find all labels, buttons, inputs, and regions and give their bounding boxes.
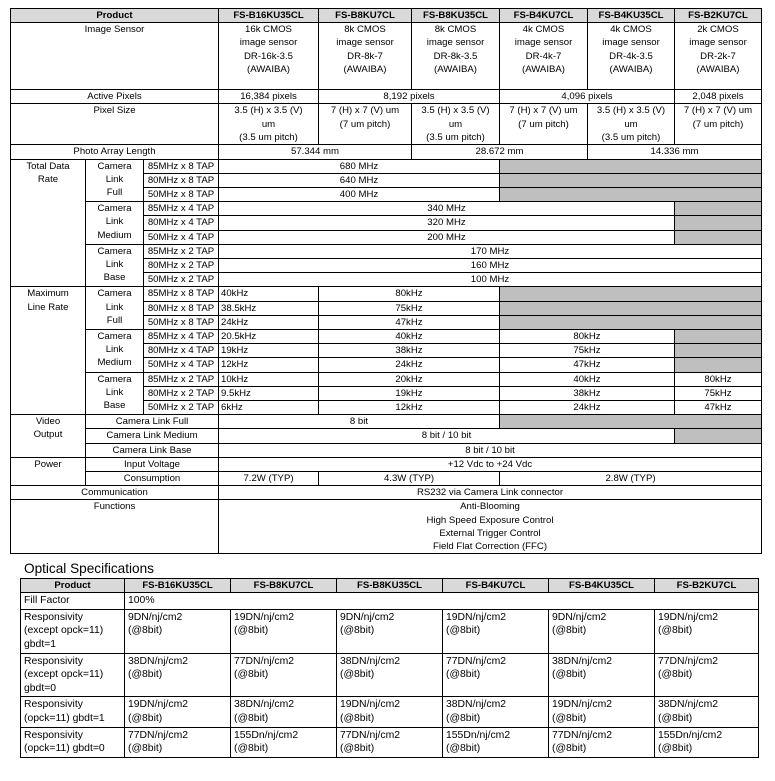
responsivity-value: 77DN/nj/cm2 (@8bit) — [443, 653, 549, 697]
responsivity-value: 38DN/nj/cm2 (@8bit) — [655, 697, 759, 727]
video-bit-value: 8 bit / 10 bit — [219, 429, 675, 443]
tap-label: 50MHz x 4 TAP — [144, 358, 219, 372]
pixel-size-cell: 7 (H) x 7 (V) um (7 um pitch) — [675, 104, 762, 145]
header-model: FS-B4KU35CL — [588, 9, 675, 23]
pixel-size-cell: 7 (H) x 7 (V) um (7 um pitch) — [500, 104, 588, 145]
responsivity-value: 19DN/nj/cm2 (@8bit) — [443, 609, 549, 653]
responsivity-value: 155Dn/nj/cm2 (@8bit) — [443, 727, 549, 757]
not-available-cell — [675, 216, 762, 230]
functions-label: Functions — [11, 500, 219, 554]
active-pixels-value: 16,384 pixels — [219, 90, 319, 104]
responsivity-value: 77DN/nj/cm2 (@8bit) — [549, 727, 655, 757]
pixel-size-cell: 3.5 (H) x 3.5 (V) um (3.5 um pitch) — [219, 104, 319, 145]
responsivity-value: 38DN/nj/cm2 (@8bit) — [337, 653, 443, 697]
tap-label: 50MHz x 2 TAP — [144, 273, 219, 287]
line-rate-value: 75kHz — [675, 386, 762, 400]
header-model: FS-B2KU7CL — [675, 9, 762, 23]
responsivity-value: 77DN/nj/cm2 (@8bit) — [337, 727, 443, 757]
not-available-cell — [500, 188, 762, 202]
data-rate-value: 200 MHz — [219, 230, 675, 244]
image-sensor-cell: 8k CMOS image sensor DR-8k-3.5 (AWAIBA) — [412, 23, 500, 90]
header-model: FS-B8KU35CL — [412, 9, 500, 23]
spec-table — [10, 8, 762, 554]
line-rate-value: 12kHz — [319, 401, 500, 415]
camera-link-full-label: Camera Link Full — [86, 159, 144, 202]
tap-label: 80MHz x 4 TAP — [144, 216, 219, 230]
optical-table — [20, 578, 759, 758]
responsivity-value: 19DN/nj/cm2 (@8bit) — [337, 697, 443, 727]
header-model: FS-B4KU7CL — [443, 579, 549, 593]
responsivity-value: 19DN/nj/cm2 (@8bit) — [125, 697, 231, 727]
tap-label: 50MHz x 2 TAP — [144, 401, 219, 415]
tap-label: 50MHz x 8 TAP — [144, 188, 219, 202]
header-product: Product — [11, 9, 219, 23]
active-pixels-label: Active Pixels — [11, 90, 219, 104]
line-rate-value: 75kHz — [319, 301, 500, 315]
photo-array-value: 57.344 mm — [219, 145, 412, 159]
total-data-rate-label: Total Data Rate — [11, 159, 86, 287]
table-row — [21, 609, 759, 653]
table-row — [21, 653, 759, 697]
responsivity-value: 9DN/nj/cm2 (@8bit) — [125, 609, 231, 653]
active-pixels-value: 4,096 pixels — [500, 90, 675, 104]
power-label: Power — [11, 457, 86, 485]
responsivity-value: 9DN/nj/cm2 (@8bit) — [337, 609, 443, 653]
responsivity-value: 155Dn/nj/cm2 (@8bit) — [655, 727, 759, 757]
tap-label: 80MHz x 2 TAP — [144, 259, 219, 273]
tap-label: 85MHz x 4 TAP — [144, 330, 219, 344]
input-voltage-value: +12 Vdc to +24 Vdc — [219, 457, 762, 471]
data-rate-value: 320 MHz — [219, 216, 675, 230]
communication-label: Communication — [11, 486, 219, 500]
data-rate-value: 170 MHz — [219, 244, 762, 258]
active-pixels-value: 2,048 pixels — [675, 90, 762, 104]
input-voltage-label: Input Voltage — [86, 457, 219, 471]
pixel-size-cell: 3.5 (H) x 3.5 (V) um (3.5 um pitch) — [588, 104, 675, 145]
line-rate-value: 20kHz — [319, 372, 500, 386]
line-rate-value: 9.5kHz — [219, 386, 319, 400]
line-rate-value: 47kHz — [500, 358, 675, 372]
responsivity-value: 38DN/nj/cm2 (@8bit) — [443, 697, 549, 727]
line-rate-value: 38kHz — [500, 386, 675, 400]
responsivity-label: Responsivity (opck=11) gbdt=1 — [21, 697, 125, 727]
header-model: FS-B2KU7CL — [655, 579, 759, 593]
photo-array-value: 28.672 mm — [412, 145, 588, 159]
tap-label: 85MHz x 4 TAP — [144, 202, 219, 216]
not-available-cell — [675, 344, 762, 358]
header-model: FS-B8KU7CL — [319, 9, 412, 23]
not-available-cell — [675, 358, 762, 372]
header-model: FS-B4KU35CL — [549, 579, 655, 593]
camera-link-base-label: Camera Link Base — [86, 244, 144, 287]
header-model: FS-B16KU35CL — [219, 9, 319, 23]
responsivity-value: 38DN/nj/cm2 (@8bit) — [125, 653, 231, 697]
line-rate-value: 19kHz — [319, 386, 500, 400]
video-output-label: Video Output — [11, 415, 86, 458]
not-available-cell — [675, 330, 762, 344]
tap-label: 85MHz x 2 TAP — [144, 372, 219, 386]
responsivity-value: 77DN/nj/cm2 (@8bit) — [231, 653, 337, 697]
responsivity-value: 19DN/nj/cm2 (@8bit) — [655, 609, 759, 653]
responsivity-value: 38DN/nj/cm2 (@8bit) — [231, 697, 337, 727]
responsivity-value: 38DN/nj/cm2 (@8bit) — [549, 653, 655, 697]
consumption-value: 7.2W (TYP) — [219, 472, 319, 486]
table-row — [21, 727, 759, 757]
line-rate-value: 80kHz — [675, 372, 762, 386]
line-rate-value: 10kHz — [219, 372, 319, 386]
line-rate-value: 38kHz — [319, 344, 500, 358]
not-available-cell — [500, 173, 762, 187]
not-available-cell — [500, 415, 762, 429]
header-model: FS-B16KU35CL — [125, 579, 231, 593]
camera-link-full-label: Camera Link Full — [86, 287, 144, 330]
header-model: FS-B8KU35CL — [337, 579, 443, 593]
video-bit-value: 8 bit — [219, 415, 500, 429]
active-pixels-value: 8,192 pixels — [319, 90, 500, 104]
tap-label: 85MHz x 2 TAP — [144, 244, 219, 258]
line-rate-value: 6kHz — [219, 401, 319, 415]
data-rate-value: 400 MHz — [219, 188, 500, 202]
pixel-size-cell: 3.5 (H) x 3.5 (V) um (3.5 um pitch) — [412, 104, 500, 145]
line-rate-value: 40kHz — [500, 372, 675, 386]
header-model: FS-B4KU7CL — [500, 9, 588, 23]
data-rate-value: 160 MHz — [219, 259, 762, 273]
consumption-value: 2.8W (TYP) — [500, 472, 762, 486]
video-mode-label: Camera Link Base — [86, 443, 219, 457]
tap-label: 80MHz x 2 TAP — [144, 386, 219, 400]
not-available-cell — [675, 230, 762, 244]
not-available-cell — [675, 202, 762, 216]
video-mode-label: Camera Link Medium — [86, 429, 219, 443]
responsivity-label: Responsivity (except opck=11) gbdt=0 — [21, 653, 125, 697]
responsivity-value: 19DN/nj/cm2 (@8bit) — [231, 609, 337, 653]
line-rate-value: 80kHz — [319, 287, 500, 301]
header-model: FS-B8KU7CL — [231, 579, 337, 593]
tap-label: 80MHz x 8 TAP — [144, 301, 219, 315]
pixel-size-label: Pixel Size — [11, 104, 219, 145]
communication-value: RS232 via Camera Link connector — [219, 486, 762, 500]
photo-array-value: 14.336 mm — [588, 145, 762, 159]
image-sensor-cell: 4k CMOS image sensor DR-4k-7 (AWAIBA) — [500, 23, 588, 90]
responsivity-label: Responsivity (except opck=11) gbdt=1 — [21, 609, 125, 653]
tap-label: 80MHz x 4 TAP — [144, 344, 219, 358]
data-rate-value: 680 MHz — [219, 159, 500, 173]
responsivity-value: 155Dn/nj/cm2 (@8bit) — [231, 727, 337, 757]
data-rate-value: 640 MHz — [219, 173, 500, 187]
header-product: Product — [21, 579, 125, 593]
data-rate-value: 340 MHz — [219, 202, 675, 216]
line-rate-value: 47kHz — [319, 315, 500, 329]
line-rate-value: 80kHz — [500, 330, 675, 344]
tap-label: 80MHz x 8 TAP — [144, 173, 219, 187]
fill-factor-value: 100% — [125, 593, 759, 610]
max-line-rate-label: Maximum Line Rate — [11, 287, 86, 415]
line-rate-value: 19kHz — [219, 344, 319, 358]
line-rate-value: 24kHz — [219, 315, 319, 329]
camera-link-base-label: Camera Link Base — [86, 372, 144, 415]
video-bit-value: 8 bit / 10 bit — [219, 443, 762, 457]
tap-label: 85MHz x 8 TAP — [144, 159, 219, 173]
consumption-value: 4.3W (TYP) — [319, 472, 500, 486]
not-available-cell — [500, 159, 762, 173]
image-sensor-label: Image Sensor — [11, 23, 219, 90]
responsivity-value: 9DN/nj/cm2 (@8bit) — [549, 609, 655, 653]
functions-list: Anti-Blooming High Speed Exposure Control External Trigger Control Field Flat Correction (FFC) — [219, 500, 762, 554]
optical-specifications-title: Optical Specifications — [24, 561, 154, 576]
video-mode-label: Camera Link Full — [86, 415, 219, 429]
line-rate-value: 40kHz — [219, 287, 319, 301]
tap-label: 50MHz x 8 TAP — [144, 315, 219, 329]
table-row — [21, 697, 759, 727]
line-rate-value: 24kHz — [319, 358, 500, 372]
data-rate-value: 100 MHz — [219, 273, 762, 287]
fill-factor-label: Fill Factor — [21, 593, 125, 610]
pixel-size-cell: 7 (H) x 7 (V) um (7 um pitch) — [319, 104, 412, 145]
line-rate-value: 20.5kHz — [219, 330, 319, 344]
camera-link-medium-label: Camera Link Medium — [86, 202, 144, 245]
responsivity-value: 77DN/nj/cm2 (@8bit) — [655, 653, 759, 697]
responsivity-label: Responsivity (opck=11) gbdt=0 — [21, 727, 125, 757]
image-sensor-cell: 16k CMOS image sensor DR-16k-3.5 (AWAIBA) — [219, 23, 319, 90]
not-available-cell — [675, 429, 762, 443]
line-rate-value: 12kHz — [219, 358, 319, 372]
line-rate-value: 75kHz — [500, 344, 675, 358]
consumption-label: Consumption — [86, 472, 219, 486]
photo-array-label: Photo Array Length — [11, 145, 219, 159]
tap-label: 50MHz x 4 TAP — [144, 230, 219, 244]
line-rate-value: 38.5kHz — [219, 301, 319, 315]
image-sensor-cell: 8k CMOS image sensor DR-8k-7 (AWAIBA) — [319, 23, 412, 90]
camera-link-medium-label: Camera Link Medium — [86, 330, 144, 373]
not-available-cell — [500, 287, 762, 301]
line-rate-value: 24kHz — [500, 401, 675, 415]
responsivity-value: 19DN/nj/cm2 (@8bit) — [549, 697, 655, 727]
not-available-cell — [500, 315, 762, 329]
line-rate-value: 40kHz — [319, 330, 500, 344]
not-available-cell — [500, 301, 762, 315]
image-sensor-cell: 2k CMOS image sensor DR-2k-7 (AWAIBA) — [675, 23, 762, 90]
responsivity-value: 77DN/nj/cm2 (@8bit) — [125, 727, 231, 757]
image-sensor-cell: 4k CMOS image sensor DR-4k-3.5 (AWAIBA) — [588, 23, 675, 90]
tap-label: 85MHz x 8 TAP — [144, 287, 219, 301]
line-rate-value: 47kHz — [675, 401, 762, 415]
